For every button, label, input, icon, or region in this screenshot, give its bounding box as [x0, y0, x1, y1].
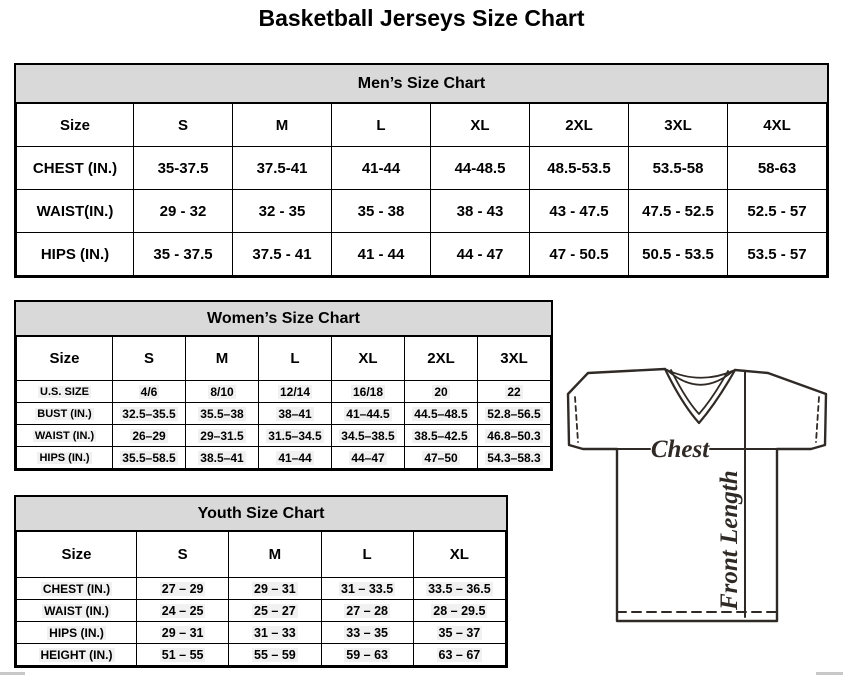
- horizontal-scrollbar-left[interactable]: [0, 672, 25, 675]
- cell-value: 29 - 32: [134, 190, 233, 233]
- collar-inner-v: [671, 370, 728, 414]
- chest-measure-label: Chest: [650, 436, 710, 463]
- mens-chest-row: [17, 147, 827, 190]
- cell-value: 22: [478, 381, 551, 403]
- womens-col-header: 3XL: [478, 337, 551, 381]
- row-label: BUST (IN.): [17, 403, 113, 425]
- cell-value: 34.5–38.5: [332, 425, 405, 447]
- cell-value: 31 – 33.5: [321, 578, 413, 600]
- womens-col-header: XL: [332, 337, 405, 381]
- cell-value: 41–44: [259, 447, 332, 469]
- cell-value: 53.5-58: [629, 147, 728, 190]
- cell-value: 47–50: [405, 447, 478, 469]
- cell-value: 27 – 28: [321, 600, 413, 622]
- cell-value: 27 – 29: [137, 578, 229, 600]
- cell-value: 41-44: [332, 147, 431, 190]
- womens-us-size-row: [17, 381, 551, 403]
- cell-value: 29–31.5: [186, 425, 259, 447]
- youth-col-header: L: [321, 532, 413, 578]
- right-cuff-stitch: [816, 397, 819, 442]
- cell-value: 28 – 29.5: [413, 600, 505, 622]
- cell-value: 32.5–35.5: [113, 403, 186, 425]
- youth-header-row: [17, 532, 506, 578]
- cell-value: 54.3–58.3: [478, 447, 551, 469]
- womens-col-header: M: [186, 337, 259, 381]
- cell-value: 35 – 37: [413, 622, 505, 644]
- row-label: WAIST (IN.): [17, 425, 113, 447]
- cell-value: 47.5 - 52.5: [629, 190, 728, 233]
- cell-value: 41 - 44: [332, 233, 431, 276]
- cell-value: 41–44.5: [332, 403, 405, 425]
- cell-value: 20: [405, 381, 478, 403]
- womens-col-header-size: Size: [17, 337, 113, 381]
- jersey-measurement-diagram: [560, 360, 840, 630]
- cell-value: 38 - 43: [431, 190, 530, 233]
- mens-col-header: 4XL: [728, 104, 827, 147]
- womens-header-row: [17, 337, 551, 381]
- cell-value: 35.5–58.5: [113, 447, 186, 469]
- cell-value: 44 - 47: [431, 233, 530, 276]
- cell-value: 52.8–56.5: [478, 403, 551, 425]
- youth-chart-title: Youth Size Chart: [16, 497, 506, 531]
- womens-col-header: L: [259, 337, 332, 381]
- cell-value: 26–29: [113, 425, 186, 447]
- cell-value: 35 - 37.5: [134, 233, 233, 276]
- mens-size-chart: [14, 63, 829, 278]
- cell-value: 53.5 - 57: [728, 233, 827, 276]
- youth-waist-row: [17, 600, 506, 622]
- womens-waist-row: [17, 425, 551, 447]
- cell-value: 44–47: [332, 447, 405, 469]
- cell-value: 50.5 - 53.5: [629, 233, 728, 276]
- cell-value: 24 – 25: [137, 600, 229, 622]
- row-label: U.S. SIZE: [17, 381, 113, 403]
- row-label: HEIGHT (IN.): [17, 644, 137, 666]
- cell-value: 38.5–42.5: [405, 425, 478, 447]
- youth-col-header: M: [229, 532, 321, 578]
- cell-value: 37.5 - 41: [233, 233, 332, 276]
- womens-chart-title: Women’s Size Chart: [16, 302, 551, 336]
- youth-hips-row: [17, 622, 506, 644]
- cell-value: 8/10: [186, 381, 259, 403]
- youth-col-header: S: [137, 532, 229, 578]
- row-label: HIPS (IN.): [17, 233, 134, 276]
- row-label: WAIST(IN.): [17, 190, 134, 233]
- mens-col-header: 3XL: [629, 104, 728, 147]
- jersey-outline: [568, 369, 826, 621]
- row-label: WAIST (IN.): [17, 600, 137, 622]
- cell-value: 48.5-53.5: [530, 147, 629, 190]
- cell-value: 52.5 - 57: [728, 190, 827, 233]
- cell-value: 35 - 38: [332, 190, 431, 233]
- cell-value: 43 - 47.5: [530, 190, 629, 233]
- mens-col-header-size: Size: [17, 104, 134, 147]
- cell-value: 59 – 63: [321, 644, 413, 666]
- cell-value: 51 – 55: [137, 644, 229, 666]
- womens-bust-row: [17, 403, 551, 425]
- row-label: CHEST (IN.): [17, 147, 134, 190]
- cell-value: 29 – 31: [137, 622, 229, 644]
- mens-header-row: [17, 104, 827, 147]
- mens-col-header: M: [233, 104, 332, 147]
- mens-table: [16, 103, 827, 276]
- horizontal-scrollbar-right[interactable]: [816, 672, 843, 675]
- womens-col-header: 2XL: [405, 337, 478, 381]
- row-label: HIPS (IN.): [17, 622, 137, 644]
- cell-value: 63 – 67: [413, 644, 505, 666]
- cell-value: 32 - 35: [233, 190, 332, 233]
- cell-value: 47 - 50.5: [530, 233, 629, 276]
- cell-value: 16/18: [332, 381, 405, 403]
- youth-col-header-size: Size: [17, 532, 137, 578]
- womens-table: [16, 336, 551, 469]
- row-label: CHEST (IN.): [17, 578, 137, 600]
- cell-value: 33.5 – 36.5: [413, 578, 505, 600]
- left-cuff-stitch: [575, 397, 578, 442]
- youth-table: [16, 531, 506, 666]
- mens-col-header: 2XL: [530, 104, 629, 147]
- cell-value: 4/6: [113, 381, 186, 403]
- cell-value: 38.5–41: [186, 447, 259, 469]
- mens-hips-row: [17, 233, 827, 276]
- cell-value: 38–41: [259, 403, 332, 425]
- cell-value: 44.5–48.5: [405, 403, 478, 425]
- cell-value: 44-48.5: [431, 147, 530, 190]
- mens-col-header: XL: [431, 104, 530, 147]
- cell-value: 35-37.5: [134, 147, 233, 190]
- youth-height-row: [17, 644, 506, 666]
- cell-value: 29 – 31: [229, 578, 321, 600]
- mens-waist-row: [17, 190, 827, 233]
- cell-value: 55 – 59: [229, 644, 321, 666]
- cell-value: 31.5–34.5: [259, 425, 332, 447]
- youth-size-chart: [14, 495, 508, 668]
- womens-col-header: S: [113, 337, 186, 381]
- cell-value: 46.8–50.3: [478, 425, 551, 447]
- cell-value: 33 – 35: [321, 622, 413, 644]
- cell-value: 35.5–38: [186, 403, 259, 425]
- womens-hips-row: [17, 447, 551, 469]
- mens-chart-title: Men’s Size Chart: [16, 65, 827, 103]
- page-title: Basketball Jerseys Size Chart: [258, 5, 585, 31]
- womens-size-chart: [14, 300, 553, 471]
- cell-value: 58-63: [728, 147, 827, 190]
- row-label: HIPS (IN.): [17, 447, 113, 469]
- cell-value: 31 – 33: [229, 622, 321, 644]
- youth-chest-row: [17, 578, 506, 600]
- cell-value: 37.5-41: [233, 147, 332, 190]
- youth-col-header: XL: [413, 532, 505, 578]
- mens-col-header: L: [332, 104, 431, 147]
- front-length-measure-label: Front Length: [716, 470, 743, 610]
- mens-col-header: S: [134, 104, 233, 147]
- cell-value: 25 – 27: [229, 600, 321, 622]
- cell-value: 12/14: [259, 381, 332, 403]
